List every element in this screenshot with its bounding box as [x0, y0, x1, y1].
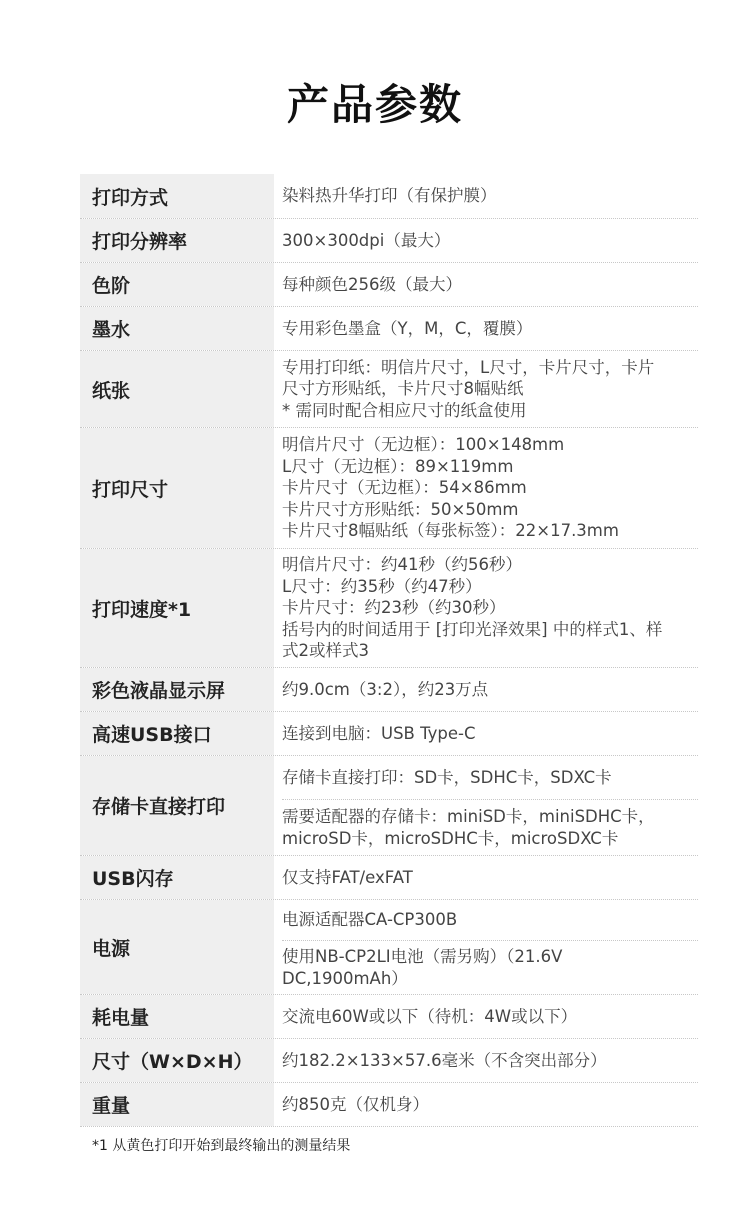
spec-value-block	[282, 318, 698, 340]
spec-row	[80, 263, 698, 307]
spec-label: 色阶	[80, 263, 274, 306]
spec-value-block	[282, 1006, 698, 1028]
spec-value-line: 卡片尺寸（无边框）：54×86mm	[282, 478, 527, 498]
spec-value-line: 专用彩色墨盒（Y，M，C，覆膜）	[282, 318, 533, 338]
spec-label: 存储卡直接打印	[80, 756, 274, 855]
spec-value-block	[282, 1094, 698, 1116]
page-title: 产品参数	[286, 80, 463, 129]
footnote: *1 从黄色打印开始到最终输出的测量结果	[92, 1138, 351, 1154]
spec-value	[274, 174, 698, 218]
spec-value-line: 电源适配器CA-CP300B	[282, 910, 458, 930]
spec-value-block	[282, 554, 698, 662]
spec-row	[80, 756, 698, 856]
spec-label: 打印分辨率	[80, 219, 274, 262]
spec-value	[274, 856, 698, 899]
spec-value-line: L尺寸：约35秒（约47秒）	[282, 576, 482, 596]
spec-value-block	[282, 867, 698, 889]
spec-row	[80, 995, 698, 1039]
spec-value-block	[282, 274, 698, 296]
spec-value	[274, 351, 698, 427]
spec-value	[274, 712, 698, 755]
spec-row	[80, 900, 698, 995]
spec-value-line: 约182.2×133×57.6毫米（不含突出部分）	[282, 1050, 607, 1070]
spec-label: 打印方式	[80, 174, 274, 218]
spec-value-line: 约850克（仅机身）	[282, 1094, 429, 1114]
spec-value-line: 明信片尺寸：约41秒（约56秒）	[282, 555, 522, 575]
spec-value-block	[282, 679, 698, 701]
spec-value	[274, 1039, 698, 1082]
spec-value-line: L尺寸（无边框）：89×119mm	[282, 456, 514, 476]
spec-value	[274, 1083, 698, 1126]
spec-value-block	[282, 185, 698, 207]
spec-value-line: 约9.0cm（3:2），约23万点	[282, 679, 489, 699]
spec-row	[80, 219, 698, 263]
spec-row	[80, 668, 698, 712]
spec-value-line: 卡片尺寸方形贴纸：50×50mm	[282, 499, 519, 519]
spec-value-block	[282, 434, 698, 542]
spec-label: 电源	[80, 900, 274, 994]
spec-value	[274, 263, 698, 306]
spec-row	[80, 712, 698, 756]
spec-table	[80, 174, 698, 1127]
spec-value-line: 使用NB-CP2LI电池（需另购）（21.6V	[282, 947, 563, 966]
spec-value	[274, 307, 698, 350]
spec-value-block	[282, 1050, 698, 1072]
spec-value	[274, 900, 698, 994]
spec-label: 打印速度*1	[80, 549, 274, 667]
spec-row	[80, 856, 698, 900]
spec-value	[274, 995, 698, 1038]
spec-value-line: 卡片尺寸8幅贴纸（每张标签）：22×17.3mm	[282, 521, 619, 541]
spec-value-line: 染料热升华打印（有保护膜）	[282, 186, 497, 206]
spec-value-line: 存储卡直接打印：SD卡，SDHC卡，SDXC卡	[282, 767, 612, 787]
spec-value-line: 每种颜色256级（最大）	[282, 274, 462, 294]
spec-value-block	[282, 900, 698, 940]
spec-value-line: 需要适配器的存储卡：miniSD卡，miniSDHC卡，	[282, 807, 655, 826]
spec-label: USB闪存	[80, 856, 274, 899]
spec-value	[274, 428, 698, 548]
spec-value-block	[282, 940, 698, 994]
spec-value-line: 式2或样式3	[282, 641, 369, 661]
spec-label: 耗电量	[80, 995, 274, 1038]
spec-row	[80, 428, 698, 549]
spec-value-block	[282, 756, 698, 799]
spec-value	[274, 668, 698, 711]
spec-value-line: 括号内的时间适用于 [打印光泽效果] 中的样式1、样	[282, 619, 663, 639]
spec-row	[80, 549, 698, 668]
spec-label: 高速USB接口	[80, 712, 274, 755]
spec-value-line: DC,1900mAh）	[282, 968, 408, 988]
spec-value-line: microSD卡，microSDHC卡，microSDXC卡	[282, 828, 619, 848]
spec-value-line: 仅支持FAT/exFAT	[282, 867, 413, 887]
spec-value-line: 卡片尺寸：约23秒（约30秒）	[282, 598, 506, 618]
spec-value-line: 专用打印纸：明信片尺寸，L尺寸，卡片尺寸，卡片	[282, 357, 655, 377]
spec-label: 彩色液晶显示屏	[80, 668, 274, 711]
spec-value-line: 连接到电脑：USB Type-C	[282, 723, 476, 743]
spec-value	[274, 549, 698, 667]
spec-value-line: 尺寸方形贴纸，卡片尺寸8幅贴纸	[282, 379, 524, 399]
spec-value	[274, 219, 698, 262]
spec-value-line: * 需同时配合相应尺寸的纸盒使用	[282, 400, 527, 420]
spec-label: 重量	[80, 1083, 274, 1126]
spec-value-line: 300×300dpi（最大）	[282, 230, 451, 250]
spec-value-line: 明信片尺寸（无边框）：100×148mm	[282, 435, 565, 455]
spec-row	[80, 351, 698, 428]
spec-label: 纸张	[80, 351, 274, 427]
spec-value	[274, 756, 698, 855]
spec-value-block	[282, 723, 698, 745]
spec-label: 打印尺寸	[80, 428, 274, 548]
spec-row	[80, 174, 698, 219]
spec-label: 尺寸（W×D×H）	[80, 1039, 274, 1082]
spec-row	[80, 1039, 698, 1083]
spec-row	[80, 307, 698, 351]
spec-value-block	[282, 230, 698, 252]
spec-value-block	[282, 357, 698, 422]
spec-label: 墨水	[80, 307, 274, 350]
spec-row	[80, 1083, 698, 1127]
spec-value-line: 交流电60W或以下（待机：4W或以下）	[282, 1006, 578, 1026]
spec-value-block	[282, 799, 698, 855]
